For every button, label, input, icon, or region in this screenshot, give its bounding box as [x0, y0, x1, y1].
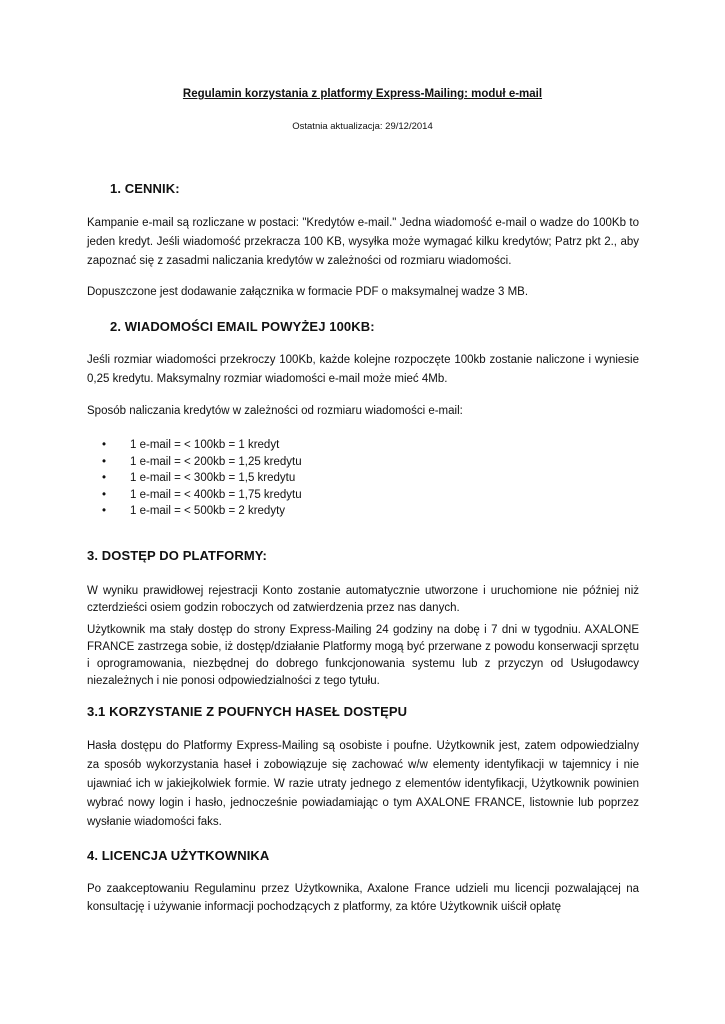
bullet-icon: • — [102, 472, 107, 484]
section-1-heading: 1. CENNIK: — [110, 181, 180, 196]
list-item: • 1 e-mail = < 200kb = 1,25 kredytu — [100, 454, 302, 471]
section-3-paragraph-1: W wyniku prawidłowej rejestracji Konto zostanie automatycznie utworzone i uruchomione nie później niż czterdzieści osiem godzin roboczych od zatwierdzenia przez nas danych. — [87, 585, 639, 614]
list-item: • 1 e-mail = < 300kb = 1,5 kredytu — [100, 470, 302, 487]
bullet-icon: • — [102, 488, 107, 501]
section-1-paragraph-2: Dopuszczone jest dodawanie załącznika w formacie PDF o maksymalnej wadze 3 MB. — [87, 286, 529, 298]
list-item: • 1 e-mail = < 100kb = 1 kredyt — [100, 437, 302, 454]
section-4-paragraph-1: Po zaakceptowaniu Regulaminu przez Użytkownika, Axalone France udzieli mu licencji pozwalającej na konsultację i używanie informacji pochodzących z platformy, za które Użytkownik uiścił opłatę — [87, 883, 639, 913]
section-2-paragraph-2: Sposób naliczania kredytów w zależności od rozmiaru wiadomości e-mail: — [87, 405, 463, 417]
section-2-heading: 2. WIADOMOŚCI EMAIL POWYŻEJ 100KB: — [110, 319, 375, 334]
bullet-icon: • — [102, 455, 107, 468]
list-item: • 1 e-mail = < 400kb = 1,75 kredytu — [100, 487, 302, 504]
section-3-heading: 3. DOSTĘP DO PLATFORMY: — [87, 548, 267, 563]
credit-list — [100, 437, 302, 520]
bullet-icon: • — [102, 439, 107, 451]
list-item: • 1 e-mail = < 500kb = 2 kredyty — [100, 503, 302, 520]
section-1-paragraph-1: Kampanie e-mail są rozliczane w postaci: "Kredytów e-mail." Jedna wiadomość e-mail o wadze do 100Kb to jeden kredyt. Jeśli wiadomość przekracza 100 KB, wysyłka może wymagać kilku kredytów; Patrz pkt 2., aby zapoznać się z zasadmi naliczania kredytów w zależności od rozmiaru wiadomości. — [87, 217, 639, 267]
section-2-paragraph-1: Jeśli rozmiar wiadomości przekroczy 100Kb, każde kolejne rozpoczęte 100kb zostanie naliczone i wyniesie 0,25 kredytu. Maksymalny rozmiar wiadomości e-mail może mieć 4Mb. — [87, 354, 639, 385]
section-3-paragraph-2: Użytkownik ma stały dostęp do strony Express-Mailing 24 godziny na dobę i 7 dni w tygodniu. AXALONE FRANCE zastrzega sobie, iż dostęp/działanie Platformy mogą być przerwane z powodu konserwacji sprzętu i oprogramowania, niezbędnej do dobrego funkcjonowania systemu lub z przyczyn od Usługodawcy niezależnych i nie ponosi odpowiedzialności z tego tytułu. — [87, 624, 639, 687]
last-updated: Ostatnia aktualizacja: 29/12/2014 — [292, 121, 433, 132]
document-title: Regulamin korzystania z platformy Express-Mailing: moduł e-mail — [182, 88, 543, 100]
section-3-1-heading: 3.1 KORZYSTANIE Z POUFNYCH HASEŁ DOSTĘPU — [87, 704, 408, 719]
section-3-1-paragraph-1: Hasła dostępu do Platformy Express-Mailing są osobiste i poufne. Użytkownik jest, zatem odpowiedzialny za sposób wykorzystania haseł i zobowiązuje się zachować w/w elementy identyfikacji w tajemnicy i nie ujawniać ich w jakiejkolwiek formie. W razie utraty jednego z elementów identyfikacji, Użytkownik powinien wybrać nowy login i hasło, jednocześnie powiadamiając o tym AXALONE FRANCE, listownie lub poprzez wysłanie wiadomości faks. — [87, 740, 639, 828]
section-4-heading: 4. LICENCJA UŻYTKOWNIKA — [87, 848, 270, 863]
bullet-icon: • — [102, 505, 107, 517]
